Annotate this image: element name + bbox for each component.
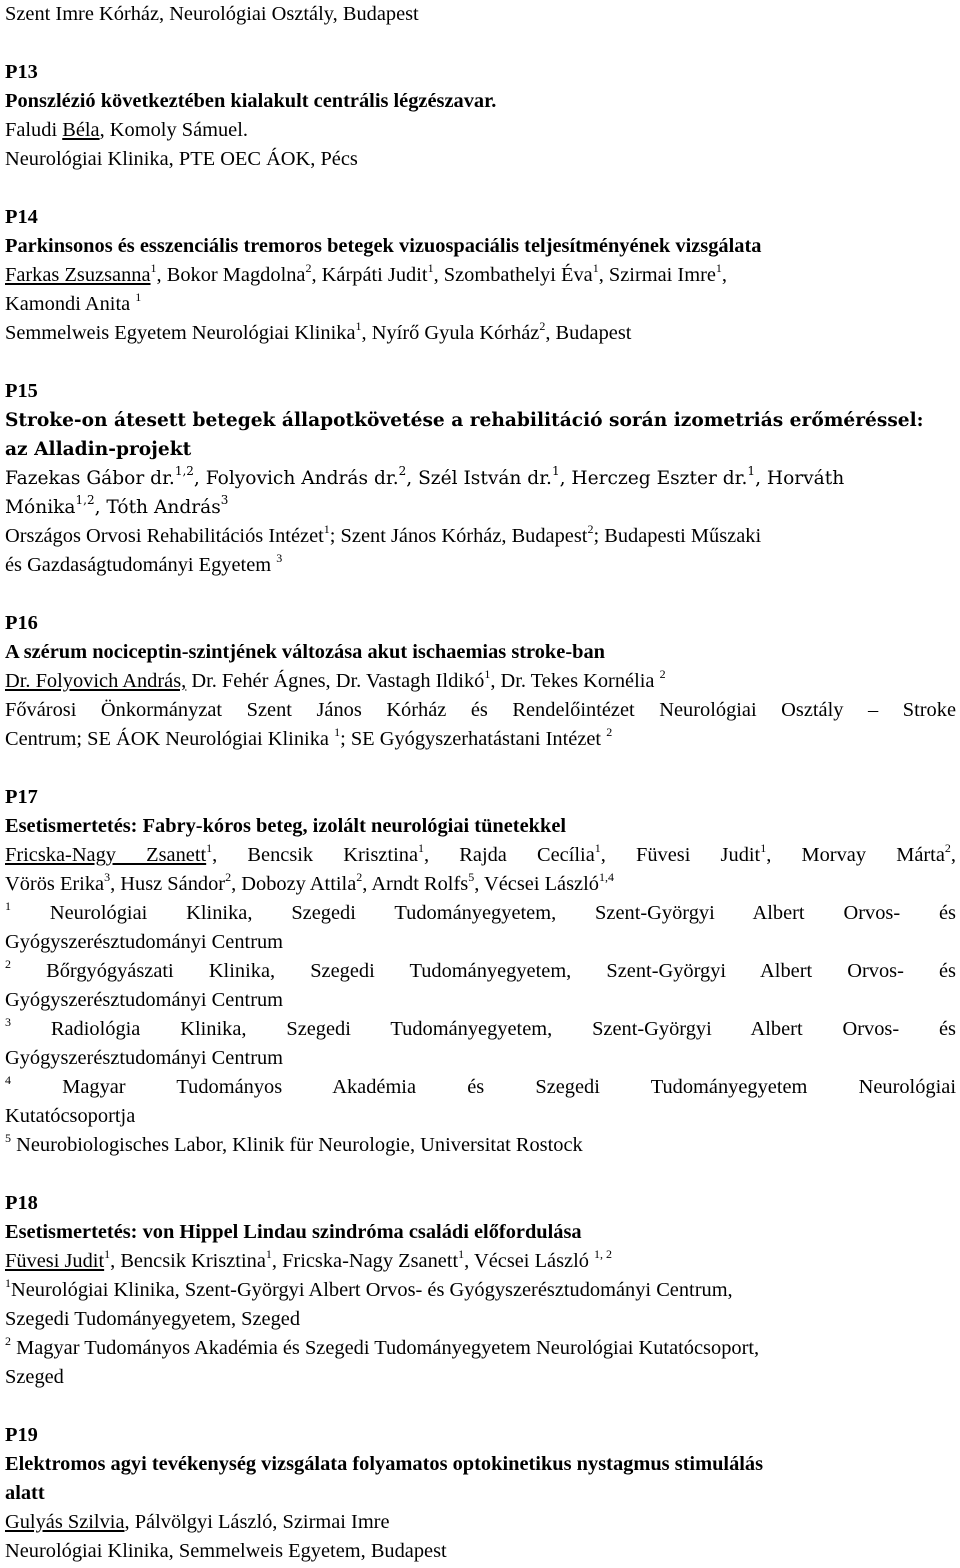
p17-authors-line1: Fricska-Nagy Zsanett$^1$, Bencsik Krisztina$^1$, Rajda Cecília$^1$, Füvesi Judit$^1$, Morvay Márta$^2$, bbox=[5, 841, 956, 866]
p18-aff2-line2: Szeged bbox=[5, 1366, 64, 1388]
top-affiliation: Szent Imre Kórház, Neurológiai Osztály, Budapest bbox=[5, 3, 419, 25]
p13-affiliation: Neurológiai Klinika, PTE OEC ÁOK, Pécs bbox=[5, 148, 358, 170]
p15-title-line2: az Alladin-projekt bbox=[5, 439, 192, 460]
p16-affiliation-line1: Fővárosi Önkormányzat Szent János Kórház és Rendelőintézet Neurológiai Osztály – Stroke bbox=[5, 699, 956, 721]
p18-number: P18 bbox=[5, 1192, 38, 1214]
p14-number: P14 bbox=[5, 206, 38, 228]
p17-number: P17 bbox=[5, 786, 38, 808]
p18-aff1-line2: Szegedi Tudományegyetem, Szeged bbox=[5, 1308, 301, 1330]
p19-authors: Gulyás Szilvia, Pálvölgyi László, Szirmai Imre bbox=[5, 1511, 390, 1533]
p13-presenting-author: Béla bbox=[62, 119, 100, 141]
p19-number: P19 bbox=[5, 1424, 38, 1446]
p17-aff4-line2: Kutatócsoportja bbox=[5, 1105, 136, 1127]
p19-title-line2: alatt bbox=[5, 1482, 45, 1504]
p14-authors-line2: Kamondi Anita $^1$ bbox=[5, 290, 142, 315]
p15-authors-line1: Fazekas Gábor dr.$^{1,2}$, Folyovich András dr.$^2$, Szél István dr.$^1$, Herczeg Eszter dr.$^1$, Horváth bbox=[5, 464, 845, 489]
p13-title: Ponszlézió következtében kialakult centrális légzészavar. bbox=[5, 90, 497, 112]
p19-affiliation: Neurológiai Klinika, Semmelweis Egyetem, Budapest bbox=[5, 1540, 447, 1562]
p17-title: Esetismertetés: Fabry-kóros beteg, izolált neurológiai tünetekkel bbox=[5, 815, 567, 837]
p15-title-line1: Stroke-on átesett betegek állapotkövetése a rehabilitáció során izometriás erőméréssel: bbox=[5, 410, 924, 431]
p17-aff2-line2: Gyógyszerésztudományi Centrum bbox=[5, 989, 284, 1011]
p13-authors: Faludi Béla, Komoly Sámuel. bbox=[5, 119, 248, 141]
p17-aff1-line1: $^1$ Neurológiai Klinika, Szegedi Tudományegyetem, Szent-Györgyi Albert Orvos- és bbox=[5, 899, 956, 924]
p19-title-line1: Elektromos agyi tevékenység vizsgálata folyamatos optokinetikus nystagmus stimulálás bbox=[5, 1453, 764, 1475]
p18-aff1-line1: $^1$Neurológiai Klinika, Szent-Györgyi Albert Orvos- és Gyógyszerésztudományi Centrum, bbox=[5, 1276, 733, 1301]
p17-aff1-line2: Gyógyszerésztudományi Centrum bbox=[5, 931, 284, 953]
p14-title: Parkinsonos és esszenciális tremoros betegek vizuospaciális teljesítményének vizsgálata bbox=[5, 235, 762, 257]
p17-aff5-line1: $^5$ Neurobiologisches Labor, Klinik für Neurologie, Universitat Rostock bbox=[5, 1131, 583, 1156]
p18-aff2-line1: $^2$ Magyar Tudományos Akadémia és Szegedi Tudományegyetem Neurológiai Kutatócsoport, bbox=[5, 1334, 760, 1359]
p19-presenting-author: Gulyás Szilvia bbox=[5, 1511, 125, 1533]
p18-title: Esetismertetés: von Hippel Lindau szindróma családi előfordulása bbox=[5, 1221, 582, 1243]
p16-number: P16 bbox=[5, 612, 38, 634]
p17-authors-line2: Vörös Erika$^3$, Husz Sándor$^2$, Dobozy Attila$^2$, Arndt Rolfs$^5$, Vécsei László$^{1,4}$ bbox=[5, 870, 614, 895]
p17-aff3-line2: Gyógyszerésztudományi Centrum bbox=[5, 1047, 284, 1069]
p17-aff2-line1: $^2$ Bőrgyógyászati Klinika, Szegedi Tudományegyetem, Szent-Györgyi Albert Orvos- és bbox=[5, 957, 956, 982]
p15-affiliation-line1: Országos Orvosi Rehabilitációs Intézet$^1$; Szent János Kórház, Budapest$^2$; Budapesti Műszaki bbox=[5, 522, 762, 547]
p15-number: P15 bbox=[5, 380, 38, 402]
p14-affiliation: Semmelweis Egyetem Neurológiai Klinika$^1$, Nyírő Gyula Kórház$^2$, Budapest bbox=[5, 319, 632, 344]
p16-authors: Dr. Folyovich András, Dr. Fehér Ágnes, Dr. Vastagh Ildikó$^1$, Dr. Tekes Kornélia $^2$ bbox=[5, 667, 666, 692]
p17-aff4-line1: $^4$ Magyar Tudományos Akadémia és Szegedi Tudományegyetem Neurológiai bbox=[5, 1073, 956, 1098]
p16-affiliation-line2: Centrum; SE ÁOK Neurológiai Klinika $^1$; SE Gyógyszerhatástani Intézet $^2$ bbox=[5, 725, 613, 750]
p15-authors-line2: Mónika$^{1,2}$, Tóth András$^3$ bbox=[5, 493, 229, 518]
p18-authors: Füvesi Judit$^1$, Bencsik Krisztina$^1$, Fricska-Nagy Zsanett$^1$, Vécsei László $^{1, 2}$ bbox=[5, 1247, 613, 1272]
p17-aff3-line1: $^3$ Radiológia Klinika, Szegedi Tudományegyetem, Szent-Györgyi Albert Orvos- és bbox=[5, 1015, 956, 1040]
p13-number: P13 bbox=[5, 61, 38, 83]
p16-title: A szérum nociceptin-szintjének változása akut ischaemias stroke-ban bbox=[5, 641, 605, 663]
p15-affiliation-line2: és Gazdaságtudományi Egyetem $^3$ bbox=[5, 551, 283, 576]
p14-authors-line1: Farkas Zsuzsanna$^1$, Bokor Magdolna$^2$, Kárpáti Judit$^1$, Szombathelyi Éva$^1$, Szirmai Imre$^1$, bbox=[5, 261, 728, 286]
